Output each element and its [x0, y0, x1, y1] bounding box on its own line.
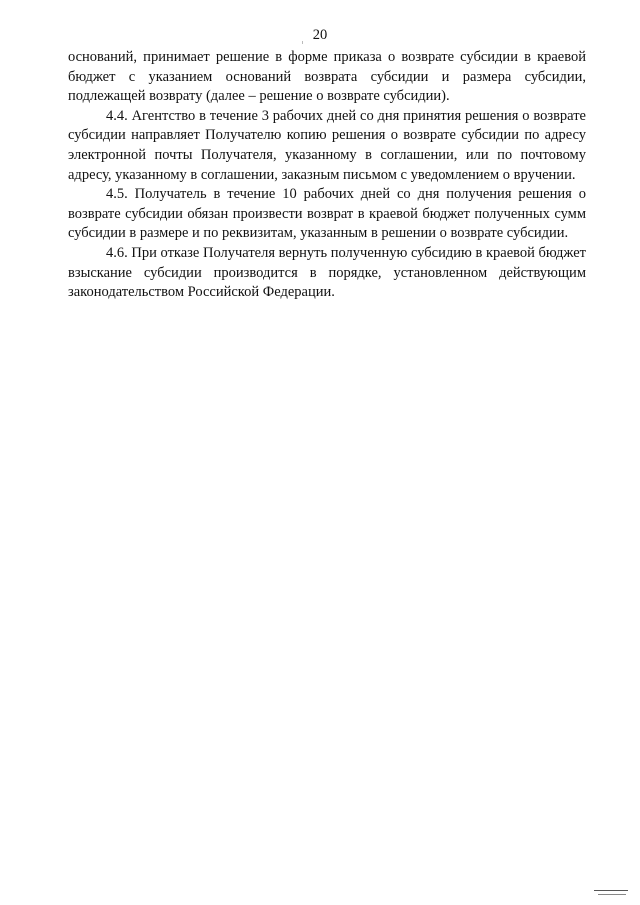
scan-mark	[598, 894, 626, 895]
paragraph-4-6: 4.6. При отказе Получателя вернуть полученную субсидию в краевой бюджет взыскание субсидии производится в порядке, установленном действующим законодательством Российской Федерации.	[68, 244, 586, 301]
paragraph-4-4: 4.4. Агентство в течение 3 рабочих дней со дня принятия решения о возврате субсидии направляет Получателю копию решения о возврате субсидии по адресу электронной почты Получателя, указанному в соглашении, или по почтовому адресу, указанному в соглашении, заказным письмом с уведомлением о вручении.	[68, 107, 586, 183]
page-number: 20	[312, 27, 328, 43]
scan-mark	[594, 890, 628, 891]
paragraph-4-5: 4.5. Получатель в течение 10 рабочих дней со дня получения решения о возврате субсидии обязан произвести возврат в краевой бюджет полученных сумм субсидии в размере и по реквизитам, указанным в решении о возврате субсидии.	[68, 186, 586, 242]
scan-artifact	[302, 41, 303, 44]
document-body	[68, 48, 586, 303]
paragraph-continuation: оснований, принимает решение в форме приказа о возврате субсидии в краевой бюджет с указанием оснований возврата субсидии и размера субсидии, подлежащей возврату (далее – решение о возврате субсидии).	[68, 49, 586, 105]
